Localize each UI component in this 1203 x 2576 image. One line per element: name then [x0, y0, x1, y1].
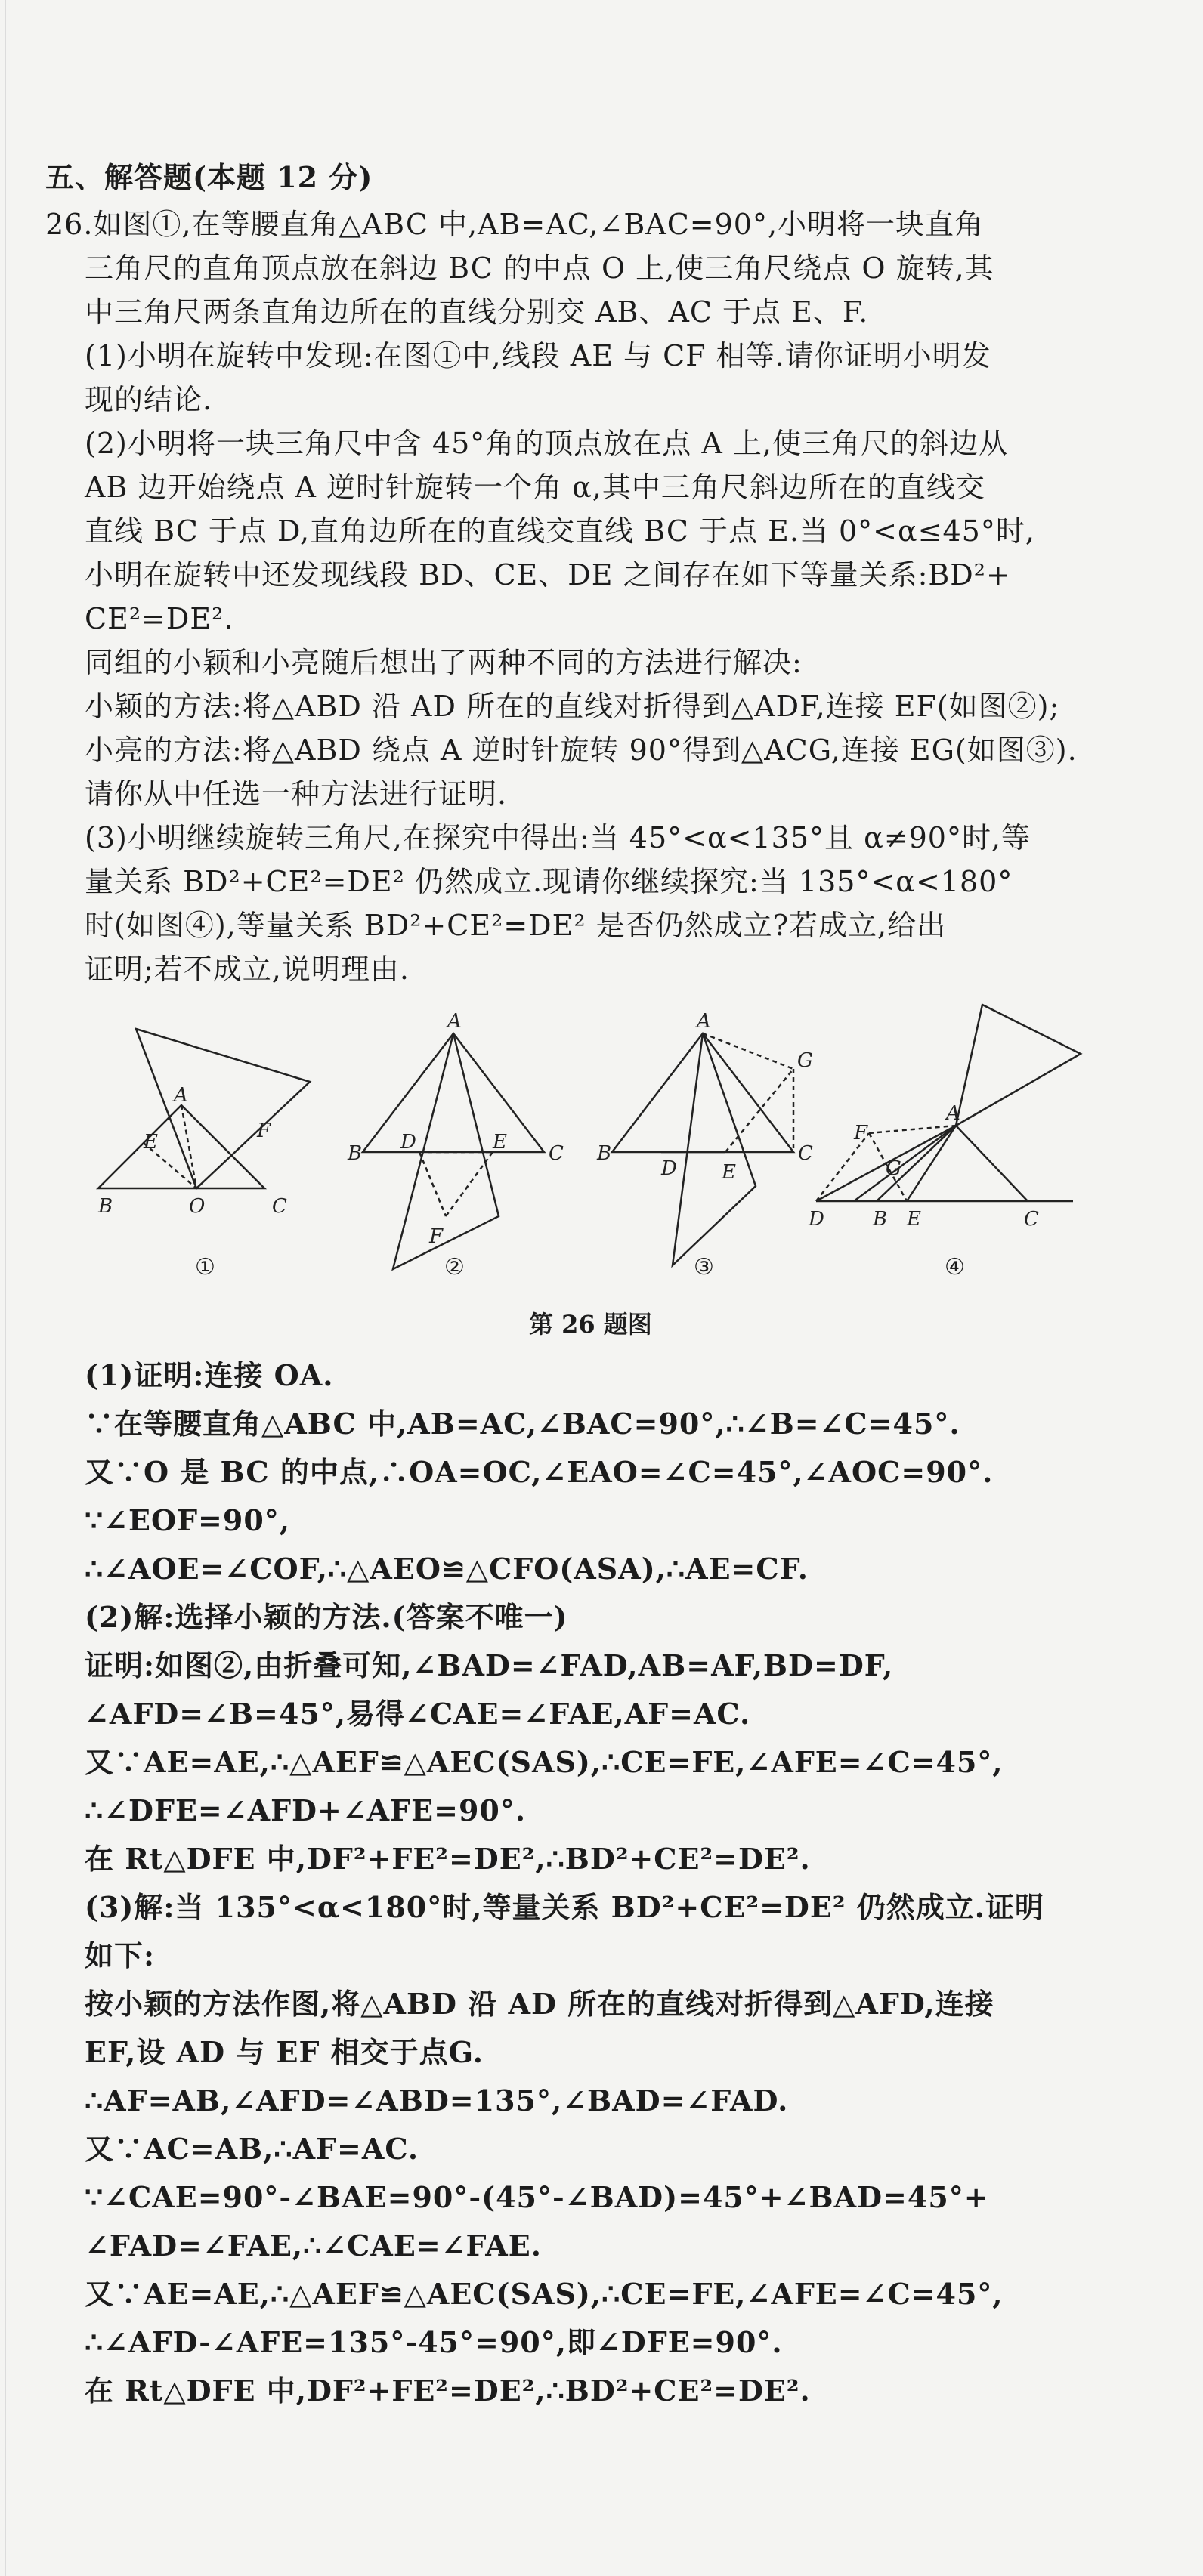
problem-line: 小亮的方法:将△ABD 绕点 A 逆时针旋转 90°得到△ACG,连接 EG(如图③). [85, 734, 1078, 767]
figure-2-label: ② [444, 1254, 465, 1280]
solution-line: EF,设 AD 与 EF 相交于点G. [85, 2035, 484, 2069]
solution-line: (2)解:选择小颖的方法.(答案不唯一) [85, 1600, 568, 1634]
point-label-a: A [174, 1084, 188, 1107]
solution-line: 在 Rt△DFE 中,DF²+FE²=DE²,∴BD²+CE²=DE². [85, 1842, 811, 1876]
solution-line: ∴∠DFE=∠AFD+∠AFE=90°. [85, 1793, 527, 1827]
point-label-e: E [722, 1161, 736, 1184]
problem-line: 小颖的方法:将△ABD 沿 AD 所在的直线对折得到△ADF,连接 EF(如图②); [85, 690, 1060, 723]
solution-line: (3)解:当 135°<α<180°时,等量关系 BD²+CE²=DE² 仍然成立.证明 [85, 1890, 1044, 1924]
point-label-b: B [873, 1208, 888, 1231]
point-label-d: D [661, 1157, 677, 1180]
problem-line: 小明在旋转中还发现线段 BD、CE、DE 之间存在如下等量关系:BD²+ [85, 558, 1011, 591]
point-label-c: C [272, 1195, 287, 1218]
solution-line: 在 Rt△DFE 中,DF²+FE²=DE²,∴BD²+CE²=DE². [85, 2374, 811, 2408]
solution-line: ∵∠CAE=90°-∠BAE=90°-(45°-∠BAD)=45°+∠BAD=45°+ [85, 2180, 989, 2214]
point-label-d: D [809, 1208, 824, 1231]
solution-line: 如下: [85, 1938, 156, 1972]
problem-line: 中三角尺两条直角边所在的直线分别交 AB、AC 于点 E、F. [85, 295, 869, 329]
figure-4-label: ④ [945, 1254, 965, 1280]
solution-line: 又∵AE=AE,∴△AEF≌△AEC(SAS),∴CE=FE,∠AFE=∠C=45°, [85, 2277, 1004, 2311]
problem-line: 请你从中任选一种方法进行证明. [85, 777, 508, 811]
problem-line: 时(如图④),等量关系 BD²+CE²=DE² 是否仍然成立?若成立,给出 [85, 909, 947, 942]
figure-1-diagram [98, 1029, 310, 1188]
problem-line: 三角尺的直角顶点放在斜边 BC 的中点 O 上,使三角尺绕点 O 旋转,其 [85, 252, 994, 285]
point-label-g: G [797, 1049, 813, 1072]
solution-line: ∴∠AFD-∠AFE=135°-45°=90°,即∠DFE=90°. [85, 2325, 783, 2359]
solution-line: ∠AFD=∠B=45°,易得∠CAE=∠FAE,AF=AC. [85, 1697, 751, 1731]
figure-3-label: ③ [694, 1254, 714, 1280]
point-label-f: F [854, 1122, 868, 1144]
solution-line: 又∵O 是 BC 的中点,∴OA=OC,∠EAO=∠C=45°,∠AOC=90°. [85, 1455, 994, 1489]
problem-line: 现的结论. [85, 383, 213, 416]
point-label-d: D [400, 1131, 416, 1154]
point-label-c: C [549, 1142, 564, 1165]
point-label-a: A [447, 1010, 462, 1033]
solution-line: ∴AF=AB,∠AFD=∠ABD=135°,∠BAD=∠FAD. [85, 2083, 789, 2117]
point-label-o: O [189, 1195, 206, 1218]
problem-number [45, 205, 1179, 243]
problem-line: CE²=DE². [85, 602, 234, 635]
point-label-e: E [493, 1131, 507, 1154]
point-label-f: F [257, 1120, 271, 1142]
problem-line: 量关系 BD²+CE²=DE² 仍然成立.现请你继续探究:当 135°<α<180° [85, 865, 1013, 898]
problem-line: 直线 BC 于点 D,直角边所在的直线交直线 BC 于点 E.当 0°<α≤45°时, [85, 514, 1035, 548]
problem-line: 如图①,在等腰直角△ABC 中,AB=AC,∠BAC=90°,小明将一块直角 [93, 208, 985, 241]
solution-line: 按小颖的方法作图,将△ABD 沿 AD 所在的直线对折得到△AFD,连接 [85, 1987, 994, 2021]
solution-line: (1)证明:连接 OA. [85, 1358, 334, 1392]
problem-line: 证明;若不成立,说明理由. [85, 953, 410, 986]
problem-line: (1)小明在旋转中发现:在图①中,线段 AE 与 CF 相等.请你证明小明发 [85, 339, 991, 372]
point-label-b: B [98, 1195, 113, 1218]
point-label-c: C [798, 1142, 813, 1165]
point-label-a: A [697, 1010, 711, 1033]
solution-line: ∴∠AOE=∠COF,∴△AEO≌△CFO(ASA),∴AE=CF. [85, 1552, 809, 1586]
point-label-e: E [907, 1208, 921, 1231]
point-label-g: G [886, 1157, 901, 1180]
solution-line: 又∵AC=AB,∴AF=AC. [85, 2132, 419, 2166]
figure-1-label: ① [195, 1254, 215, 1280]
solution-line: ∵在等腰直角△ABC 中,AB=AC,∠BAC=90°,∴∠B=∠C=45°. [85, 1407, 960, 1441]
figures-svg [0, 997, 1203, 1322]
problem-line: (2)小明将一块三角尺中含 45°角的顶点放在点 A 上,使三角尺的斜边从 [85, 427, 1008, 460]
solution-line: ∵∠EOF=90°, [85, 1503, 291, 1537]
section-heading: 五、解答题(本题 12 分) [45, 160, 373, 194]
figure-3-diagram [612, 1033, 793, 1265]
solution-line: 证明:如图②,由折叠可知,∠BAD=∠FAD,AB=AF,BD=DF, [85, 1648, 894, 1682]
problem-line: AB 边开始绕点 A 逆时针旋转一个角 α,其中三角尺斜边所在的直线交 [85, 471, 985, 504]
problem-line: (3)小明继续旋转三角尺,在探究中得出:当 45°<α<135°且 α≠90°时,等 [85, 821, 1031, 854]
point-label-f: F [429, 1225, 444, 1248]
solution-line: 又∵AE=AE,∴△AEF≌△AEC(SAS),∴CE=FE,∠AFE=∠C=45°, [85, 1745, 1004, 1779]
figure-caption: 第 26 题图 [529, 1310, 652, 1339]
problem-line: 同组的小颖和小亮随后想出了两种不同的方法进行解决: [85, 646, 803, 679]
point-label-a: A [946, 1102, 960, 1125]
point-label-b: B [597, 1142, 612, 1165]
point-label-b: B [348, 1142, 363, 1165]
solution-line: ∠FAD=∠FAE,∴∠CAE=∠FAE. [85, 2229, 542, 2262]
point-label-e: E [144, 1131, 158, 1154]
problem-number-text: 26. [45, 208, 94, 241]
point-label-c: C [1024, 1208, 1039, 1231]
figure-2-diagram [363, 1033, 544, 1269]
